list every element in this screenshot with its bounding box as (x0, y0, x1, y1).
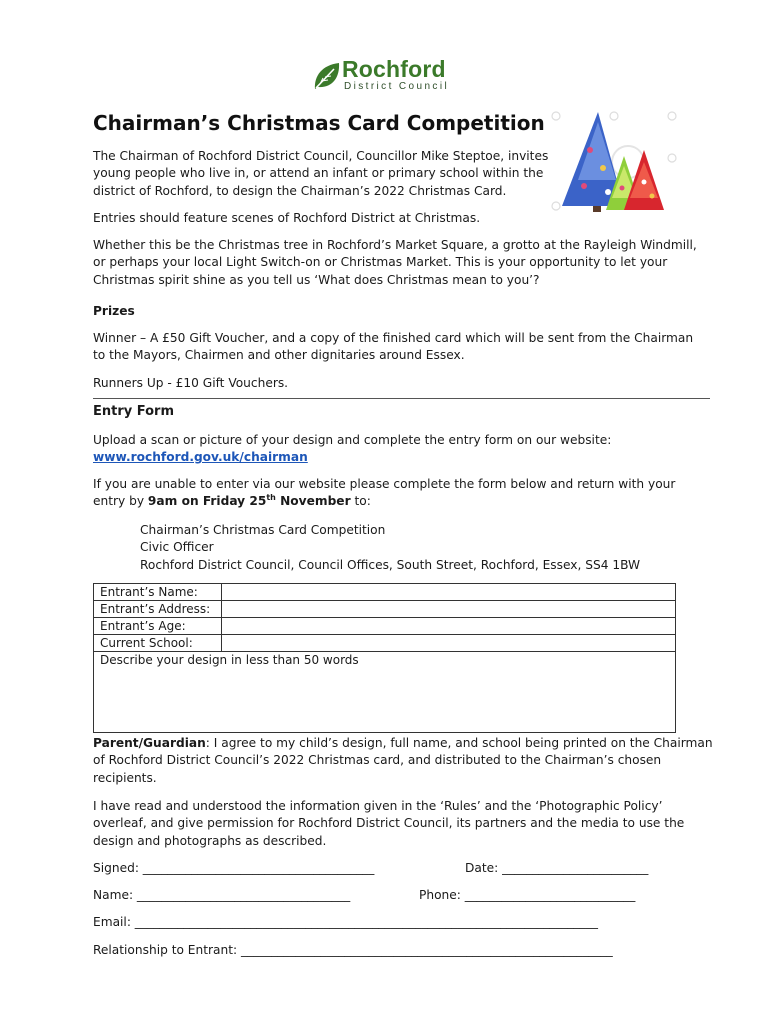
consent-line: of Rochford District Council’s 2022 Christmas card, and distributed to the Chairman’s chosen (93, 753, 662, 768)
runners-up-paragraph: Runners Up - £10 Gift Vouchers. (93, 376, 289, 390)
ideas-line: Whether this be the Christmas tree in Rochford’s Market Square, a grotto at the Rayleigh Windmill, (93, 238, 697, 252)
parent-consent-paragraph (93, 735, 713, 787)
phone-field[interactable]: Phone: ____________________________ (419, 888, 636, 902)
design-description-field[interactable] (94, 652, 676, 733)
entrant-name-field[interactable] (222, 584, 676, 601)
postal-address (140, 522, 640, 574)
current-school-field[interactable] (222, 635, 676, 652)
deadline: 9am on Friday 25th November (147, 493, 351, 509)
ideas-line: Christmas spirit shine as you tell us ‘What does Christmas mean to you’? (93, 272, 540, 287)
table-row (94, 601, 676, 618)
intro-line: young people who live in, or attend an infant or primary school within the (93, 166, 544, 181)
logo-name: Rochford (342, 56, 446, 82)
entrant-address-field[interactable] (222, 601, 676, 618)
entry-form-heading: Entry Form (93, 404, 175, 419)
theme-paragraph: Entries should feature scenes of Rochford District at Christmas. (93, 211, 481, 225)
table-row (94, 584, 676, 601)
intro-line: The Chairman of Rochford District Council, Councillor Mike Steptoe, invites (93, 149, 549, 163)
deadline-line: entry by 9am on Friday 25th November to: (93, 493, 371, 509)
winner-line: to the Mayors, Chairmen and other dignitaries around Essex. (93, 348, 465, 363)
permission-paragraph (93, 798, 684, 850)
ideas-line: or perhaps your local Light Switch-on or Christmas Market. This is your opportunity to let your (93, 255, 668, 270)
prizes-heading: Prizes (93, 304, 135, 318)
entrant-age-label: Entrant’s Age: (94, 618, 222, 635)
parent-guardian-label: Parent/Guardian (93, 736, 206, 750)
logo-subtitle: District Council (344, 81, 450, 92)
date-field[interactable]: Date: ________________________ (465, 861, 649, 875)
table-row (94, 635, 676, 652)
ideas-paragraph (93, 237, 697, 289)
postal-line: If you are unable to enter via our website please complete the form below and return with your (93, 477, 676, 491)
entry-form-table (93, 583, 676, 733)
entrant-age-field[interactable] (222, 618, 676, 635)
address-line: Chairman’s Christmas Card Competition (140, 523, 386, 537)
leaf-icon (312, 60, 342, 92)
name-field[interactable]: Name: ___________________________________ (93, 888, 351, 902)
entrant-address-label: Entrant’s Address: (94, 601, 222, 618)
design-description-label: Describe your design in less than 50 words (100, 653, 359, 667)
upload-paragraph (93, 432, 611, 467)
entrant-name-label: Entrant’s Name: (94, 584, 222, 601)
winner-paragraph (93, 330, 693, 365)
intro-paragraph (93, 148, 548, 200)
address-line: Civic Officer (140, 540, 214, 555)
intro-line: district of Rochford, to design the Chairman’s 2022 Christmas Card. (93, 183, 507, 198)
table-row (94, 652, 676, 733)
table-row (94, 618, 676, 635)
email-field[interactable]: Email: ____________________________________________________________________________ (93, 915, 598, 929)
page-title: Chairman’s Christmas Card Competition (93, 111, 545, 135)
current-school-label: Current School: (94, 635, 222, 652)
signed-field[interactable]: Signed: ______________________________________ (93, 861, 375, 875)
relationship-field[interactable]: Relationship to Entrant: _____________________________________________________________ (93, 943, 613, 957)
consent-line: Parent/Guardian: I agree to my child’s design, full name, and school being printed on the Chairman (93, 736, 713, 750)
permission-line: overleaf, and give permission for Rochford District Council, its partners and the media to use the (93, 816, 685, 831)
permission-line: I have read and understood the information given in the ‘Rules’ and the ‘Photographic Policy’ (93, 799, 663, 813)
permission-line: design and photographs as described. (93, 833, 327, 848)
winner-line: Winner – A £50 Gift Voucher, and a copy of the finished card which will be sent from the Chairman (93, 331, 694, 345)
website-link[interactable]: www.rochford.gov.uk/chairman (93, 450, 308, 465)
christmas-trees-illustration (548, 110, 680, 218)
council-logo (312, 58, 472, 98)
upload-line: Upload a scan or picture of your design and complete the entry form on our website: (93, 433, 612, 447)
postal-paragraph (93, 476, 675, 511)
consent-line: recipients. (93, 770, 157, 785)
address-line: Rochford District Council, Council Offices, South Street, Rochford, Essex, SS4 1BW (140, 557, 641, 572)
section-divider (93, 398, 710, 399)
